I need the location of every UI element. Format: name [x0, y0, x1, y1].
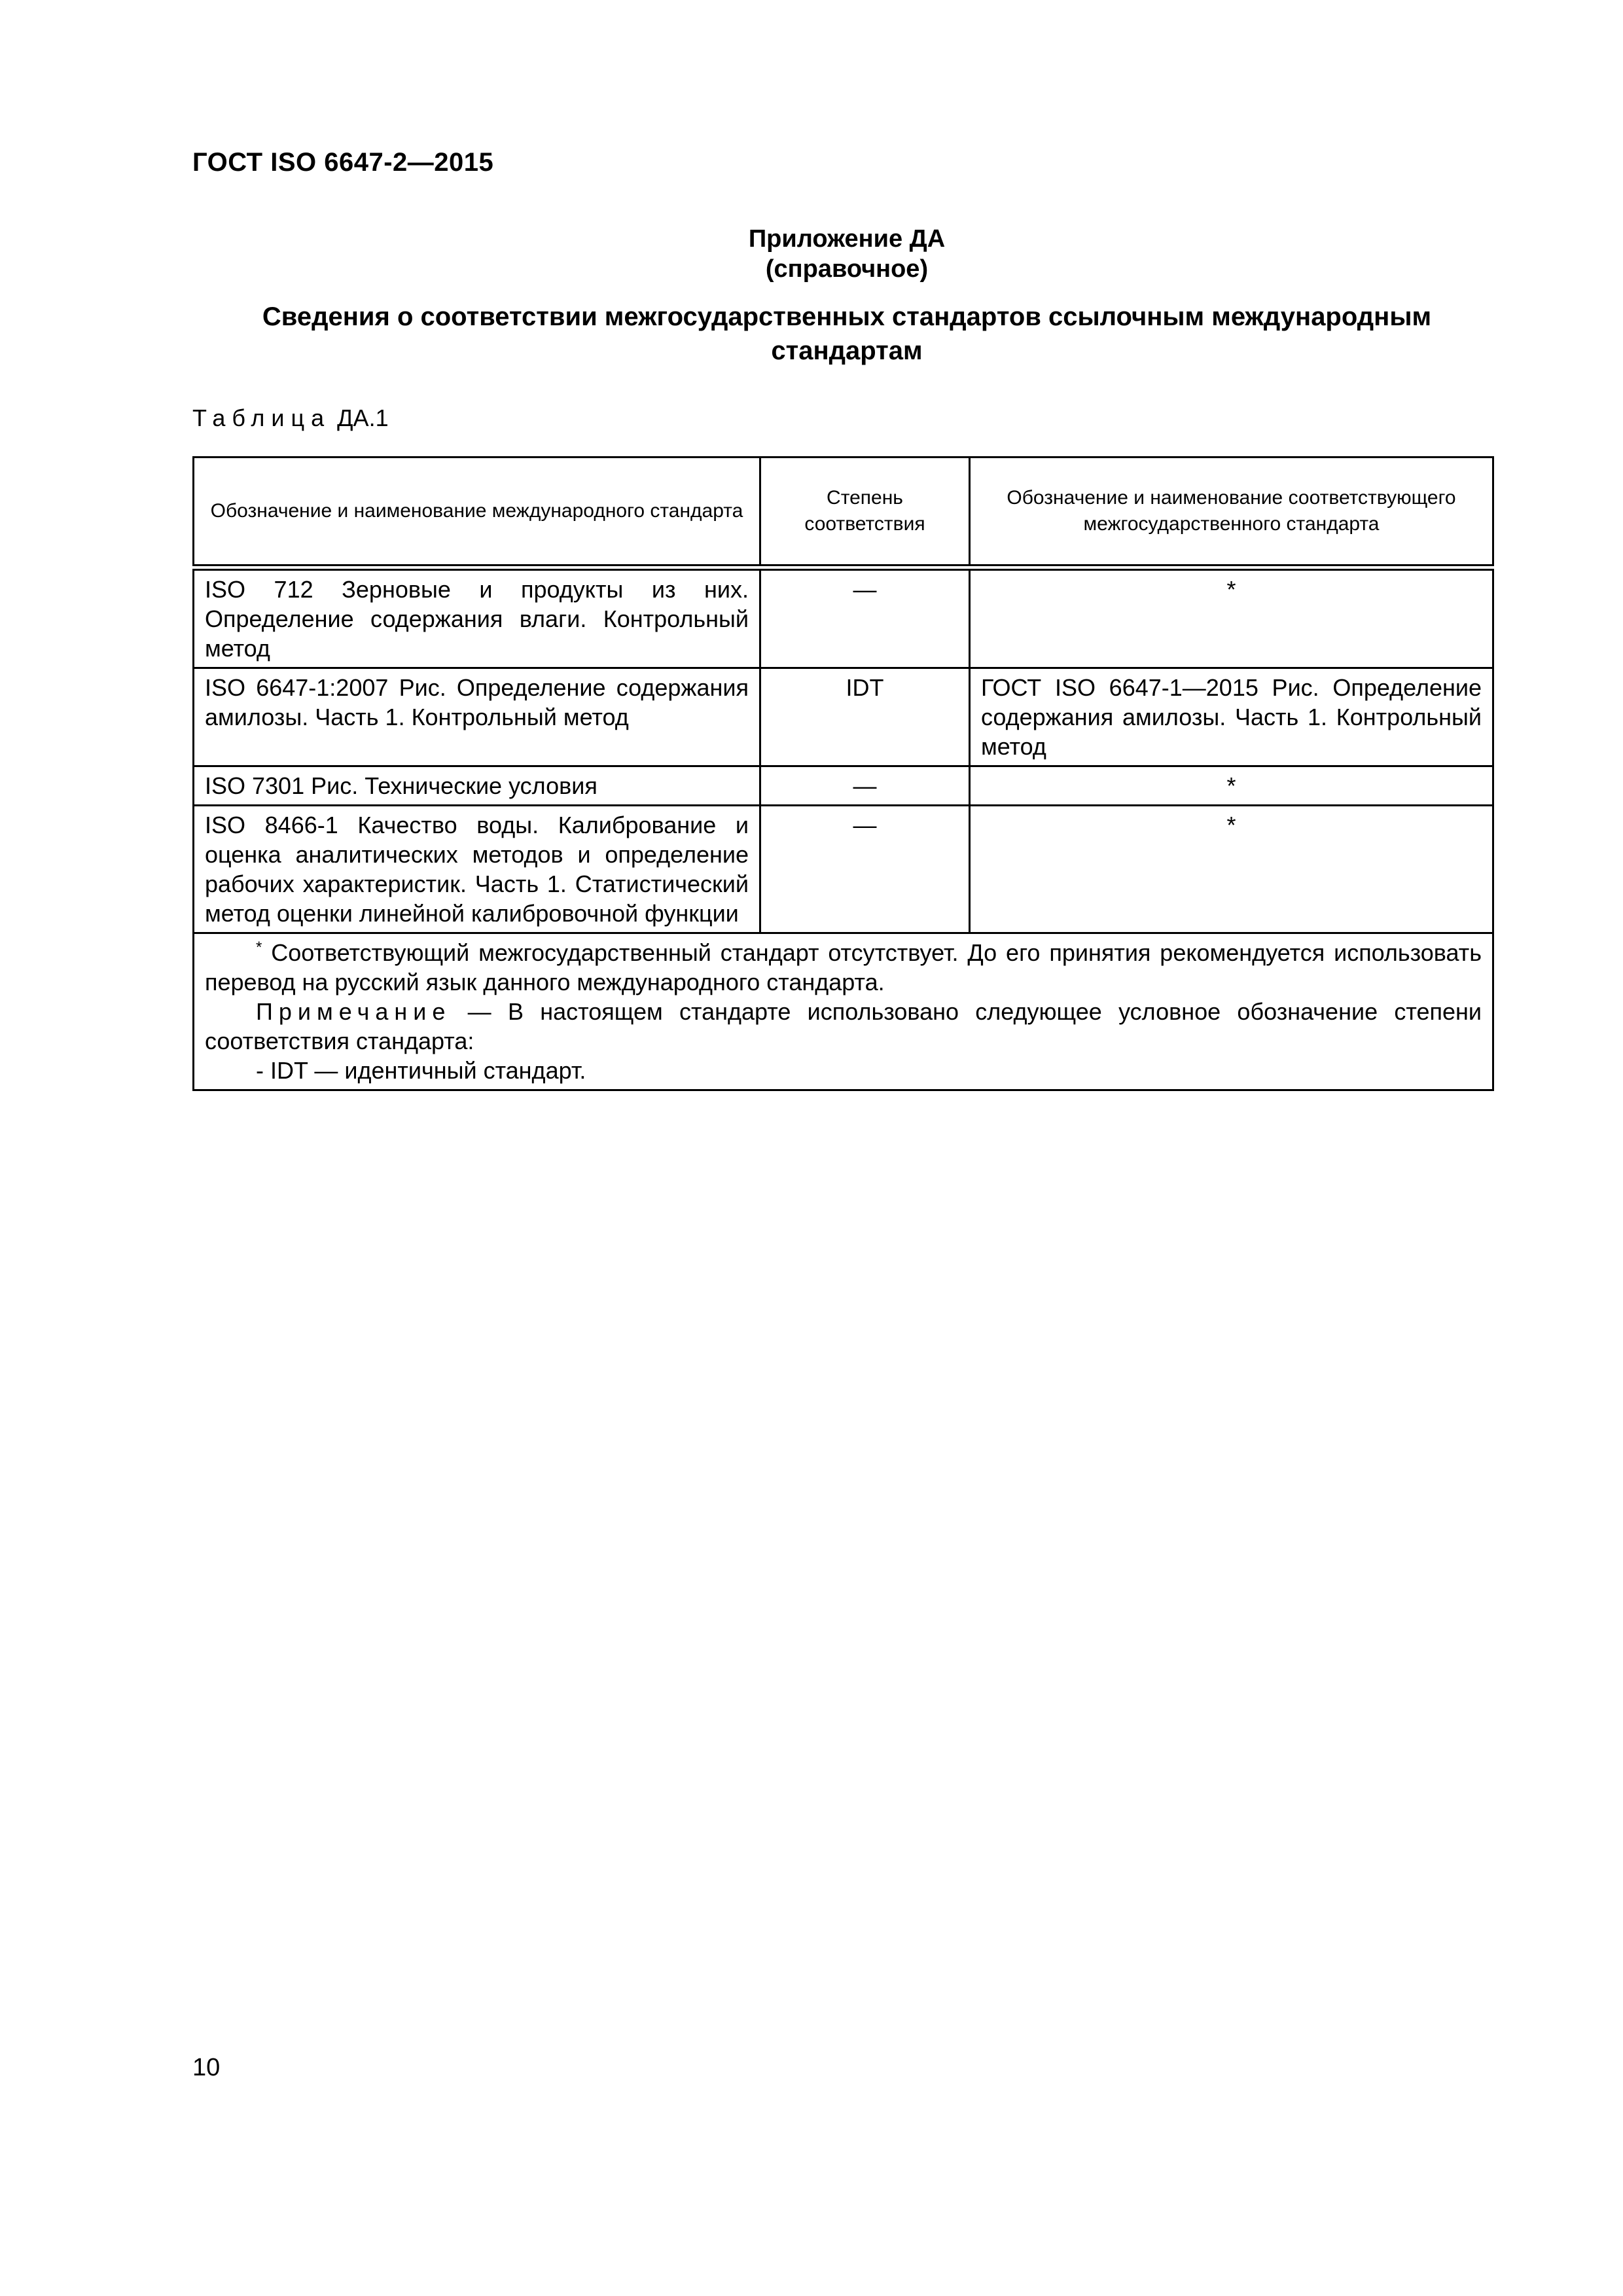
table-caption-number: ДА.1 [337, 404, 389, 431]
appendix-title [192, 300, 1501, 368]
note-label: Примечание [256, 998, 452, 1025]
cell-international: ISO 8466-1 Качество воды. Калибрование и оценка аналитических методов и определение рабочих характеристик. Часть 1. Статистический метод оценки линейной калибровочной функции [194, 806, 760, 933]
table-footer-row [194, 933, 1493, 1090]
note-item: - IDT — идентичный стандарт. [256, 1057, 586, 1084]
table-row [194, 806, 1493, 933]
cell-international: ISO 6647-1:2007 Рис. Определение содержания амилозы. Часть 1. Контрольный метод [194, 668, 760, 766]
cell-interstate: * [970, 806, 1493, 933]
table-header-row [194, 457, 1493, 568]
table-row [194, 668, 1493, 766]
table-caption-label: Таблица [192, 404, 331, 431]
table-row [194, 567, 1493, 668]
footnote [205, 938, 1482, 997]
footnote-text: Соответствующий межгосударственный стандарт отсутствует. До его принятия рекомендуется использовать перевод на русский язык данного международного стандарта. [205, 939, 1482, 996]
cell-international: ISO 7301 Рис. Технические условия [194, 766, 760, 806]
appendix-title-line-1: Сведения о соответствии межгосударственных стандартов ссылочным международным [262, 302, 1432, 331]
table-row [194, 766, 1493, 806]
header-degree: Степень соответствия [760, 457, 970, 568]
appendix-heading [192, 224, 1501, 284]
table-footer [194, 933, 1493, 1090]
cell-interstate: ГОСТ ISO 6647-1—2015 Рис. Определение содержания амилозы. Часть 1. Контрольный метод [970, 668, 1493, 766]
cell-degree: — [760, 806, 970, 933]
table-caption [192, 404, 389, 432]
cell-interstate: * [970, 766, 1493, 806]
footnote-mark: * [256, 939, 262, 956]
cell-interstate: * [970, 567, 1493, 668]
header-interstate-standard: Обозначение и наименование соответствующего межгосударственного стандарта [970, 457, 1493, 568]
appendix-name: Приложение ДА [748, 225, 946, 253]
note [205, 997, 1482, 1056]
cell-degree: — [760, 567, 970, 668]
cell-degree: IDT [760, 668, 970, 766]
appendix-kind: (справочное) [765, 255, 929, 283]
page-number: 10 [192, 2054, 221, 2081]
cell-international: ISO 712 Зерновые и продукты из них. Определение содержания влаги. Контрольный метод [194, 567, 760, 668]
note-text: — В настоящем стандарте использовано следующее условное обозначение степени соответствия стандарта: [205, 998, 1482, 1054]
correspondence-table [192, 456, 1494, 1091]
document-code: ГОСТ ISO 6647-2—2015 [192, 148, 494, 177]
header-international-standard: Обозначение и наименование международного стандарта [194, 457, 760, 568]
cell-degree: — [760, 766, 970, 806]
appendix-title-line-2: стандартам [771, 336, 923, 365]
